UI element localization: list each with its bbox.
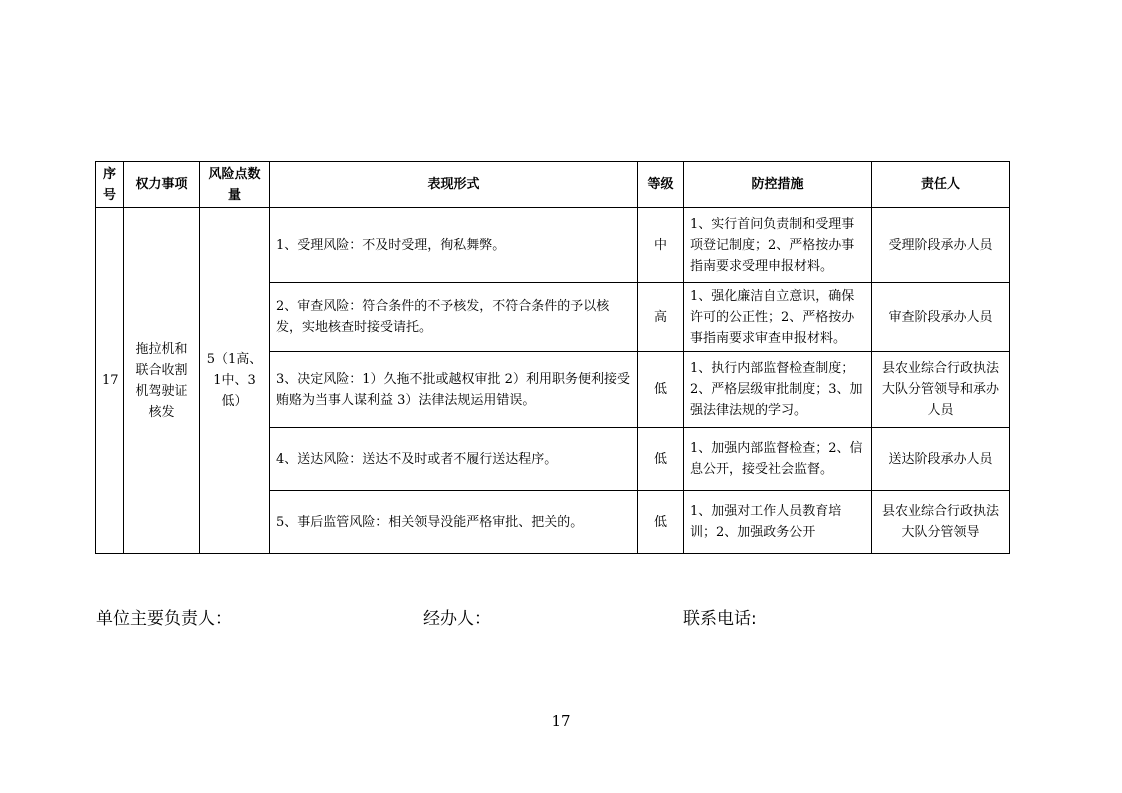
- owner-cell: 县农业综合行政执法大队分管领导: [872, 491, 1010, 554]
- page-number: 17: [551, 712, 571, 730]
- measures-cell: 1、强化廉洁自立意识，确保许可的公正性；2、严格按办事指南要求审查申报材料。: [684, 283, 872, 352]
- header-seq: 序号: [96, 162, 124, 208]
- risk-count-cell: 5（1高、1中、3低）: [200, 208, 270, 554]
- phone-label: 联系电话:: [683, 609, 757, 629]
- form-cell: 5、事后监管风险：相关领导没能严格审批、把关的。: [270, 491, 638, 554]
- owner-cell: 县农业综合行政执法大队分管领导和承办人员: [872, 352, 1010, 428]
- form-cell: 4、送达风险：送达不及时或者不履行送达程序。: [270, 428, 638, 491]
- measures-cell: 1、加强内部监督检查；2、信息公开，接受社会监督。: [684, 428, 872, 491]
- handler-label: 经办人：: [423, 609, 491, 629]
- measures-cell: 1、实行首问负责制和受理事项登记制度；2、严格按办事指南要求受理申报材料。: [684, 208, 872, 283]
- table-header-row: [96, 162, 1010, 208]
- header-item: 权力事项: [124, 162, 200, 208]
- seq-cell: 17: [96, 208, 124, 554]
- header-form: 表现形式: [270, 162, 638, 208]
- level-cell: 低: [638, 491, 684, 554]
- level-cell: 低: [638, 352, 684, 428]
- owner-cell: 受理阶段承办人员: [872, 208, 1010, 283]
- level-cell: 中: [638, 208, 684, 283]
- form-cell: 3、决定风险：1）久拖不批或越权审批 2）利用职务便利接受贿赂为当事人谋利益 3）法律法规运用错误。: [270, 352, 638, 428]
- header-measures: 防控措施: [684, 162, 872, 208]
- form-cell: 2、审查风险：符合条件的不予核发，不符合条件的予以核发，实地核查时接受请托。: [270, 283, 638, 352]
- header-owner: 责任人: [872, 162, 1010, 208]
- measures-cell: 1、执行内部监督检查制度；2、严格层级审批制度；3、加强法律法规的学习。: [684, 352, 872, 428]
- level-cell: 高: [638, 283, 684, 352]
- measures-cell: 1、加强对工作人员教育培训；2、加强政务公开: [684, 491, 872, 554]
- header-risk-count: 风险点数量: [200, 162, 270, 208]
- form-cell: 1、受理风险：不及时受理，徇私舞弊。: [270, 208, 638, 283]
- level-cell: 低: [638, 428, 684, 491]
- table-row: [96, 208, 1010, 283]
- risk-table: [95, 161, 1010, 554]
- item-cell: 拖拉机和联合收割机驾驶证核发: [124, 208, 200, 554]
- unit-head-label: 单位主要负责人：: [96, 609, 232, 629]
- owner-cell: 送达阶段承办人员: [872, 428, 1010, 491]
- owner-cell: 审查阶段承办人员: [872, 283, 1010, 352]
- header-level: 等级: [638, 162, 684, 208]
